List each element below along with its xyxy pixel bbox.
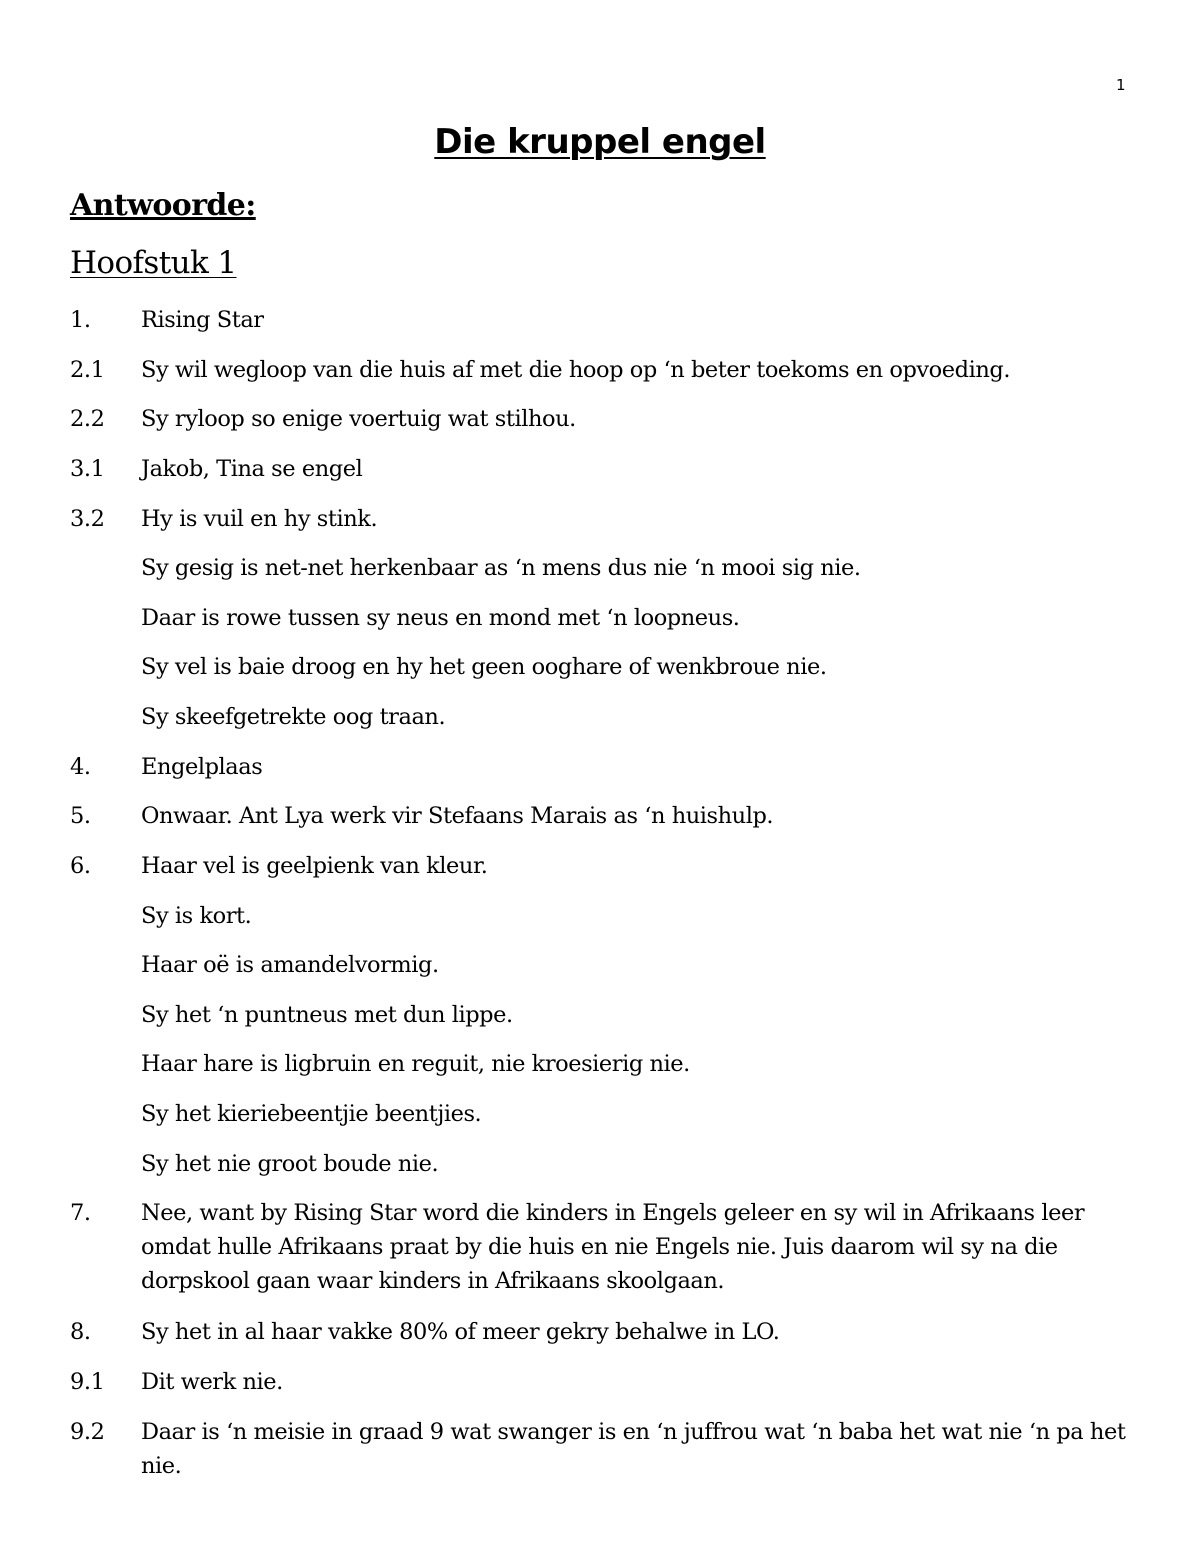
answer-number: 7. [70, 1200, 91, 1226]
answer-text: Sy het kieriebeentjie beentjies. [141, 1101, 482, 1127]
answer-text: Rising Star [141, 307, 264, 333]
answer-text: Sy het ‘n puntneus met dun lippe. [141, 1002, 513, 1028]
answer-number: 6. [70, 853, 91, 879]
answer-text: Dit werk nie. [141, 1369, 283, 1395]
answer-text: Jakob, Tina se engel [141, 456, 363, 482]
chapter-heading: Hoofstuk 1 [70, 245, 237, 281]
answer-text: Nee, want by Rising Star word die kinders in Engels geleer en sy wil in Afrikaans leer omdat hulle Afrikaans praat by die huis en nie Engels nie. Juis daarom wil sy na die dorpskool gaan waar kinders in Afrikaans skoolgaan. [141, 1200, 1085, 1294]
answer-number: 9.1 [70, 1369, 105, 1395]
answer-number: 2.1 [70, 357, 105, 383]
answer-number: 4. [70, 754, 91, 780]
answer-text: Sy vel is baie droog en hy het geen ooghare of wenkbroue nie. [141, 654, 827, 680]
answer-text: Daar is ‘n meisie in graad 9 wat swanger is en ‘n juffrou wat ‘n baba het wat nie ‘n pa het nie. [141, 1419, 1126, 1479]
answer-text: Haar hare is ligbruin en reguit, nie kroesierig nie. [141, 1051, 690, 1077]
answer-text: Sy gesig is net-net herkenbaar as ‘n mens dus nie ‘n mooi sig nie. [141, 555, 861, 581]
answer-number: 2.2 [70, 406, 105, 432]
answer-number: 3.1 [70, 456, 105, 482]
answer-number: 5. [70, 803, 91, 829]
answer-text: Haar vel is geelpienk van kleur. [141, 853, 488, 879]
answer-text: Sy wil wegloop van die huis af met die hoop op ‘n beter toekoms en opvoeding. [141, 357, 1011, 383]
answer-text: Hy is vuil en hy stink. [141, 506, 378, 532]
answer-text: Sy ryloop so enige voertuig wat stilhou. [141, 406, 576, 432]
answer-number: 9.2 [70, 1419, 105, 1445]
answer-number: 8. [70, 1319, 91, 1345]
answer-text: Engelplaas [141, 754, 263, 780]
answers-heading: Antwoorde: [70, 188, 256, 223]
answer-number: 1. [70, 307, 91, 333]
page-number: 1 [1116, 76, 1126, 94]
answer-text: Haar oë is amandelvormig. [141, 952, 439, 978]
answer-text: Onwaar. Ant Lya werk vir Stefaans Marais as ‘n huishulp. [141, 803, 774, 829]
answer-text: Daar is rowe tussen sy neus en mond met ‘n loopneus. [141, 605, 740, 631]
document-title: Die kruppel engel [434, 122, 766, 162]
answer-text: Sy het in al haar vakke 80% of meer gekry behalwe in LO. [141, 1319, 780, 1345]
answer-text: Sy is kort. [141, 903, 252, 929]
answer-text: Sy het nie groot boude nie. [141, 1151, 439, 1177]
answer-number: 3.2 [70, 506, 105, 532]
answer-text: Sy skeefgetrekte oog traan. [141, 704, 446, 730]
